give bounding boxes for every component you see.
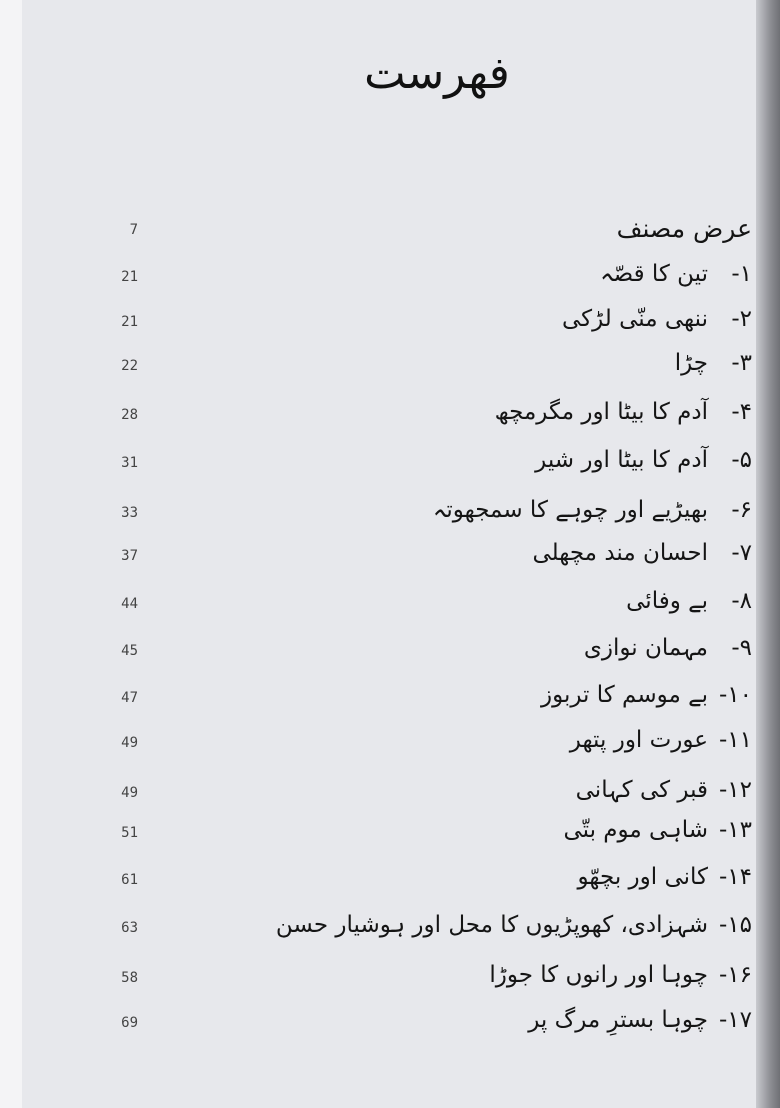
entry-index: ۱۱-: [718, 727, 752, 753]
entry-text: [617, 214, 752, 243]
page-number: 33: [121, 505, 138, 521]
entry-index: ۴-: [731, 399, 752, 425]
page-number: 37: [121, 548, 138, 564]
entry-text: [576, 777, 752, 803]
toc-entry: [22, 725, 760, 765]
page-number: 44: [121, 596, 138, 612]
entry-title: شاہی موم بتّی: [563, 817, 708, 843]
entry-text: [532, 540, 752, 566]
entry-index: ۷-: [731, 540, 752, 566]
entry-title: قبر کی کہانی: [575, 777, 708, 803]
page-number: 21: [121, 269, 138, 285]
page-number: 61: [121, 872, 138, 888]
page-number: 49: [121, 735, 138, 751]
toc-page: [22, 0, 760, 1108]
entry-text: [489, 962, 752, 988]
toc-entry: [22, 633, 760, 673]
toc-entry: [22, 775, 760, 815]
entry-index: ۸-: [731, 588, 752, 614]
entry-index: ۵-: [731, 447, 752, 473]
page-number: 28: [121, 407, 138, 423]
entry-title: مہمان نوازی: [583, 635, 708, 661]
toc-entry: [22, 348, 760, 388]
entry-title: بے موسم کا تربوز: [540, 682, 708, 708]
entry-title: چوہا بسترِ مرگ پر: [528, 1007, 708, 1033]
entry-text: [541, 682, 752, 708]
toc-entry: [22, 495, 760, 535]
page-number: 63: [121, 920, 138, 936]
entry-text: [600, 261, 752, 287]
entry-title: بے وفائی: [626, 588, 708, 614]
toc-entry: [22, 259, 760, 299]
entry-index: ۱۳-: [718, 817, 752, 843]
entry-title: کانی اور بچھّو: [577, 864, 708, 890]
entry-index: ۶-: [731, 497, 752, 523]
entry-title: ننھی منّی لڑکی: [562, 306, 708, 332]
page-number: 45: [121, 643, 138, 659]
entry-title: بھیڑیے اور چوہے کا سمجھوتہ: [432, 497, 708, 523]
entry-title: تین کا قصّہ: [600, 261, 708, 287]
page-number: 47: [121, 690, 138, 706]
toc-entry: [22, 1005, 760, 1045]
entry-title: آدم کا بیٹا اور مگرمچھ: [494, 399, 708, 425]
toc-entry: [22, 815, 760, 855]
toc-entry: [22, 212, 760, 252]
entry-text: [584, 635, 752, 661]
toc-entry: [22, 960, 760, 1000]
entry-text: [562, 306, 752, 332]
page-number: 31: [121, 455, 138, 471]
entry-text: [495, 399, 752, 425]
entry-index: ۱۵-: [718, 912, 752, 938]
page-number: 69: [121, 1015, 138, 1031]
entry-index: ۱۲-: [718, 777, 752, 803]
entry-index: ۱۶-: [718, 962, 752, 988]
entry-index: ۱۷-: [718, 1007, 752, 1033]
toc-entry: [22, 397, 760, 437]
toc-entry: [22, 680, 760, 720]
page-number: 7: [129, 222, 138, 238]
entry-title: چوہا اور رانوں کا جوڑا: [489, 962, 708, 988]
entry-title: آدم کا بیٹا اور شیر: [535, 447, 708, 473]
entry-index: ۱۰-: [718, 682, 752, 708]
toc-entry: [22, 910, 760, 950]
entry-text: [433, 497, 752, 523]
entry-index: ۹-: [731, 635, 752, 661]
toc-entry: [22, 538, 760, 578]
page-number: 51: [121, 825, 138, 841]
entry-text: [563, 817, 752, 843]
entry-title: شہزادی، کھوپڑیوں کا محل اور ہوشیار حسن: [275, 912, 708, 938]
entry-index: ۱۴-: [718, 864, 752, 890]
page-number: 58: [121, 970, 138, 986]
entry-text: [626, 588, 752, 614]
toc-entry: [22, 304, 760, 344]
page-edge: [756, 0, 780, 1108]
page-number: 21: [121, 314, 138, 330]
toc-entry: [22, 445, 760, 485]
entry-text: [570, 727, 752, 753]
entry-title: احسان مند مچھلی: [532, 540, 708, 566]
entry-title: چڑا: [674, 350, 708, 376]
toc-entry: [22, 862, 760, 902]
entry-text: [535, 447, 752, 473]
entry-title: عرض مصنف: [616, 214, 752, 243]
entry-index: ۱-: [731, 261, 752, 287]
entry-text: [578, 864, 753, 890]
page-number: 49: [121, 785, 138, 801]
entry-index: ۲-: [731, 306, 752, 332]
toc-entry: [22, 586, 760, 626]
entry-index: ۳-: [731, 350, 752, 376]
entry-text: [528, 1007, 752, 1033]
entry-text: [276, 912, 752, 938]
entry-title: عورت اور پتھر: [569, 727, 708, 753]
page-number: 22: [121, 358, 138, 374]
page-title: فهرست: [364, 48, 510, 99]
entry-text: [675, 350, 752, 376]
